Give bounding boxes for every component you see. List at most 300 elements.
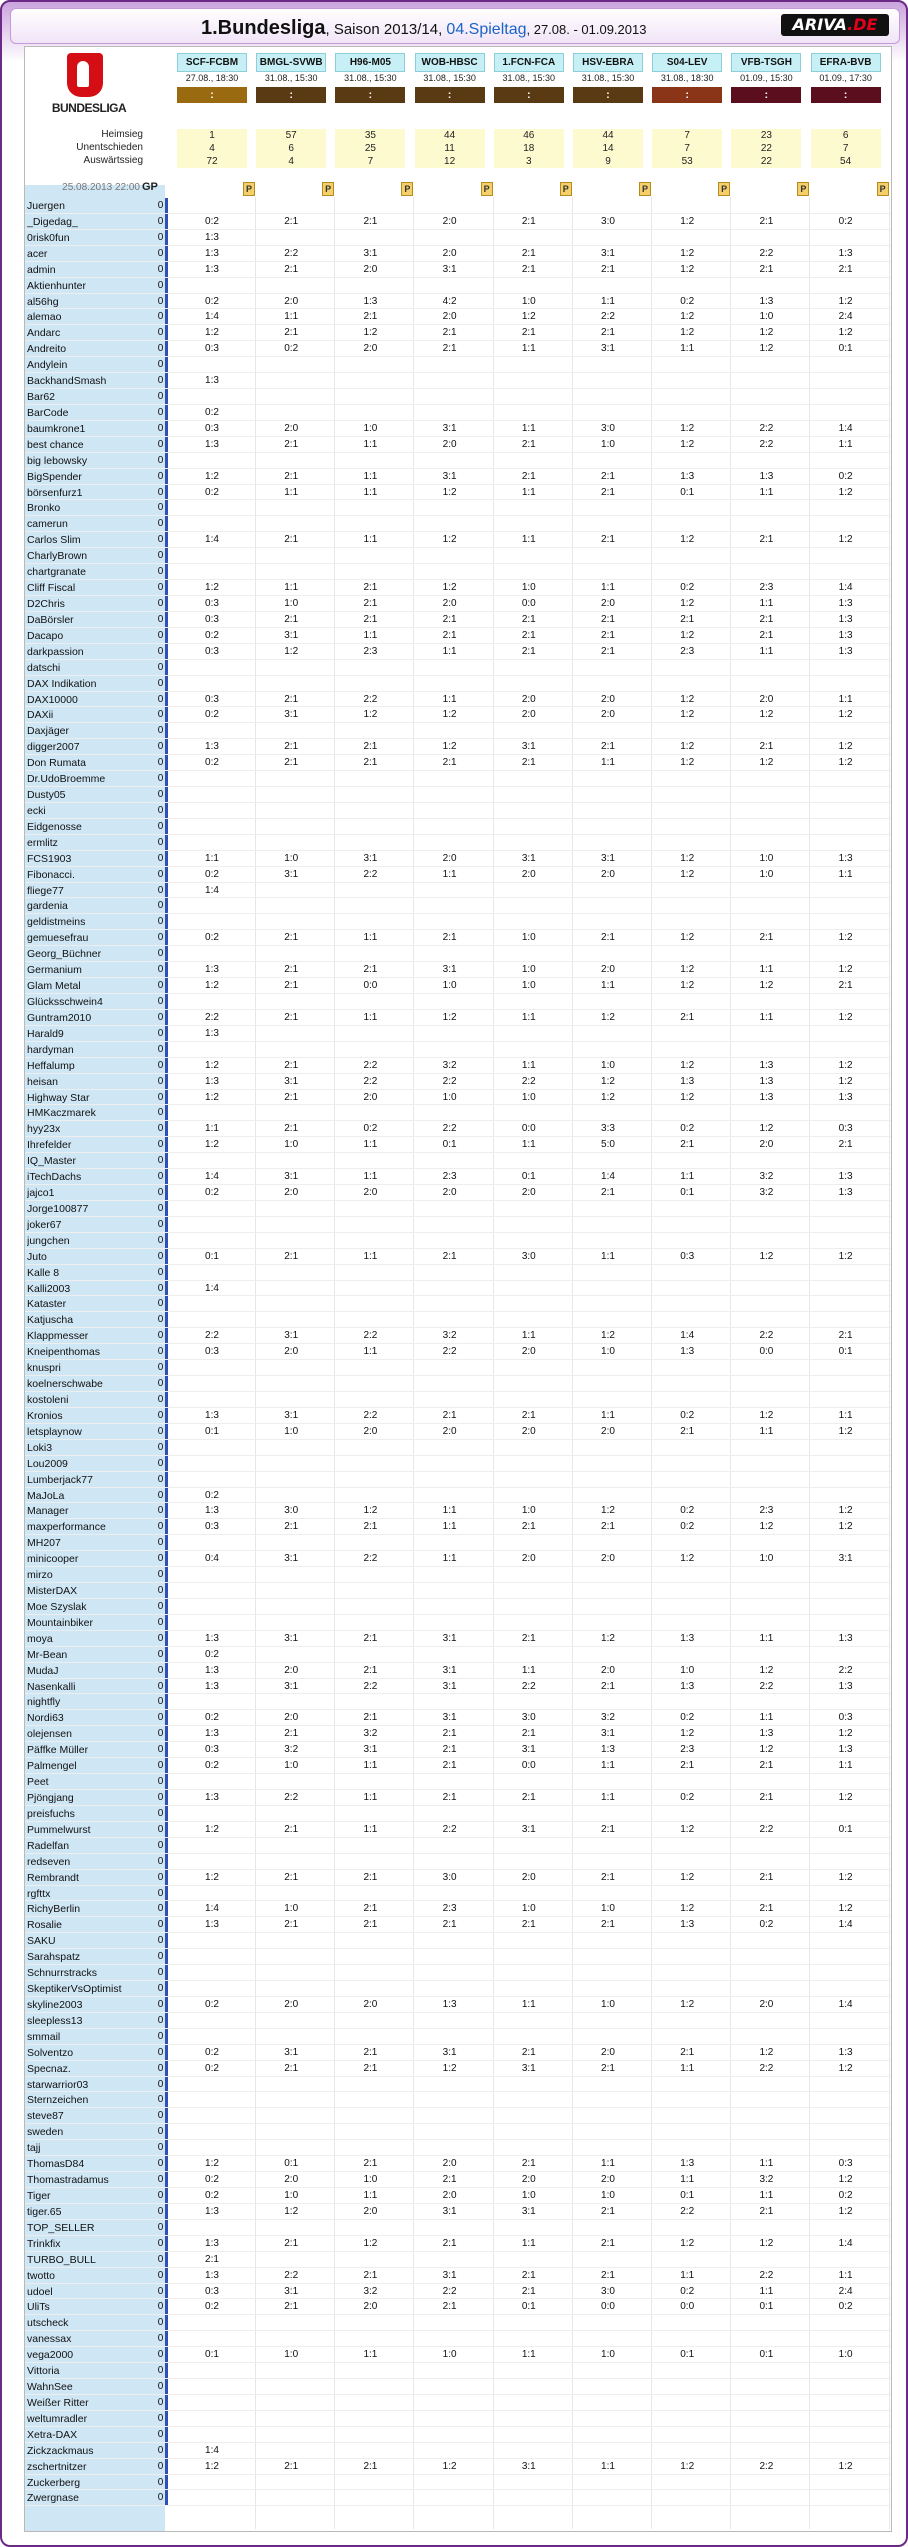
tip-cell: 2:2 xyxy=(363,1330,378,1342)
player-name[interactable]: tajj xyxy=(27,2142,41,2155)
player-name[interactable]: smmail xyxy=(27,2030,61,2043)
player-name[interactable]: sweden xyxy=(27,2126,64,2139)
player-name[interactable]: FCS1903 xyxy=(27,852,72,865)
player-name[interactable]: MudaJ xyxy=(27,1664,59,1677)
player-name[interactable]: letsplaynow xyxy=(27,1425,82,1438)
player-name[interactable]: Kataster xyxy=(27,1298,67,1311)
player-gp: 0 xyxy=(157,661,164,673)
player-name[interactable]: Katjuscha xyxy=(27,1314,74,1327)
player-name[interactable]: ThomasD84 xyxy=(27,2158,85,2171)
player-name[interactable]: Dacapo xyxy=(27,629,64,642)
table-row xyxy=(25,1822,891,1838)
gp-separator xyxy=(165,835,168,851)
player-name[interactable]: CharlyBrown xyxy=(27,550,88,563)
tip-cell: 1:0 xyxy=(284,1139,299,1151)
tip-cell: 2:1 xyxy=(601,1823,615,1835)
player-name[interactable]: börsenfurz1 xyxy=(27,486,83,499)
tip-cell: 0:1 xyxy=(521,2301,536,2313)
player-name[interactable]: olejensen xyxy=(27,1728,72,1741)
player-name[interactable]: D2Chris xyxy=(27,598,65,610)
row-divider xyxy=(25,2505,891,2506)
player-name[interactable]: vanessax xyxy=(27,2333,72,2346)
player-name[interactable]: Zwergnase xyxy=(27,2492,79,2505)
tip-cell: 1:3 xyxy=(205,231,219,243)
stat-home: 7 xyxy=(652,129,722,142)
tip-cell: 3:1 xyxy=(284,1553,299,1565)
tip-cell: 1:3 xyxy=(205,741,219,753)
gp-separator xyxy=(165,2077,168,2093)
player-gp: 0 xyxy=(157,375,164,387)
match-code[interactable]: H96-M05 xyxy=(335,53,405,72)
player-gp: 0 xyxy=(157,1951,164,1963)
player-gp: 0 xyxy=(157,1632,164,1644)
player-gp: 0 xyxy=(157,1537,164,1549)
player-name[interactable]: zschertnitzer xyxy=(27,2460,87,2473)
player-name[interactable]: Jorge100877 xyxy=(27,1202,89,1215)
player-name[interactable]: IQ_Master xyxy=(27,1155,77,1168)
tip-cell: 0:0 xyxy=(759,1346,774,1358)
tip-cell: 2:0 xyxy=(363,2205,378,2217)
table-row xyxy=(25,389,891,405)
player-name[interactable]: Dr.UdoBroemme xyxy=(27,773,106,786)
player-name[interactable]: UliTs xyxy=(27,2301,50,2314)
table-row xyxy=(25,2347,891,2363)
table-row xyxy=(25,325,891,341)
player-name[interactable]: ermlitz xyxy=(27,836,58,849)
gp-separator xyxy=(165,1344,168,1360)
tip-cell: 0:0 xyxy=(521,1123,536,1135)
tip-cell: 1:0 xyxy=(521,295,536,307)
tip-cell: 1:0 xyxy=(284,1760,299,1772)
player-name[interactable]: RichyBerlin xyxy=(27,1903,81,1916)
player-name[interactable]: _Digedag_ xyxy=(27,215,78,228)
tip-cell: 1:1 xyxy=(521,422,536,434)
gp-separator xyxy=(165,1090,168,1106)
player-name[interactable]: Bar62 xyxy=(27,391,56,404)
player-name[interactable]: TOP_SELLER xyxy=(27,2221,95,2234)
player-name[interactable]: chartgranate xyxy=(27,566,86,579)
tip-cell: 2:1 xyxy=(680,1760,695,1772)
player-name[interactable]: nightfly xyxy=(27,1696,61,1709)
player-name[interactable]: hardyman xyxy=(27,1043,74,1056)
player-name[interactable]: heisan xyxy=(27,1075,58,1088)
brand-prefix: ARIVA xyxy=(792,15,848,34)
gp-separator xyxy=(165,1121,168,1137)
player-name[interactable]: Thomastradamus xyxy=(27,2174,109,2187)
table-row xyxy=(25,1058,891,1074)
player-gp: 0 xyxy=(157,1792,164,1803)
player-name[interactable]: Sternzeichen xyxy=(27,2094,89,2107)
tip-cell: 1:1 xyxy=(521,343,536,355)
player-name[interactable]: big lebowsky xyxy=(27,454,88,467)
player-name[interactable]: Andarc xyxy=(27,327,61,340)
gp-separator xyxy=(165,2045,168,2061)
player-name[interactable]: Kronios xyxy=(27,1409,63,1422)
player-name[interactable]: Nasenkalli xyxy=(27,1680,76,1693)
player-name[interactable]: BackhandSmash xyxy=(27,375,107,388)
gp-separator xyxy=(165,867,168,883)
tip-cell: 2:1 xyxy=(759,263,774,275)
tip-cell: 2:1 xyxy=(601,486,615,498)
player-name[interactable]: Daxjäger xyxy=(27,725,70,738)
tip-cell: 2:1 xyxy=(442,757,457,769)
match-code[interactable]: S04-LEV xyxy=(652,53,722,72)
table-row xyxy=(25,1933,891,1949)
player-name[interactable]: BigSpender xyxy=(27,470,82,483)
tip-cell: 1:1 xyxy=(363,438,378,450)
player-name[interactable]: Georg_Büchner xyxy=(27,948,102,961)
player-gp: 0 xyxy=(157,2094,164,2106)
table-row xyxy=(25,2013,891,2029)
player-name[interactable]: Tiger xyxy=(27,2190,51,2202)
tip-cell: 3:1 xyxy=(284,1680,299,1692)
player-name[interactable]: DAX10000 xyxy=(27,693,78,706)
player-name[interactable]: sleepless13 xyxy=(27,2014,83,2027)
player-name[interactable]: Lou2009 xyxy=(27,1457,68,1470)
player-name[interactable]: Palmengel xyxy=(27,1760,77,1773)
player-gp: 0 xyxy=(157,1107,164,1119)
player-name[interactable]: skyline2003 xyxy=(27,1998,83,2011)
tip-cell: 1:0 xyxy=(442,1091,457,1103)
player-name[interactable]: baumkrone1 xyxy=(27,422,86,435)
match-column-header xyxy=(811,53,881,103)
player-name[interactable]: Rosalie xyxy=(27,1919,63,1932)
player-name[interactable]: Fibonacci. xyxy=(27,868,75,881)
player-name[interactable]: minicooper xyxy=(27,1553,79,1566)
table-row xyxy=(25,1965,891,1981)
match-code[interactable]: SCF-FCBM xyxy=(177,53,247,72)
player-name[interactable]: Germanium xyxy=(27,964,82,977)
player-name[interactable]: admin xyxy=(27,263,56,276)
tip-cell: 2:1 xyxy=(601,2062,615,2074)
player-name[interactable]: Cliff Fiscal xyxy=(27,582,76,595)
player-name[interactable]: DAXii xyxy=(27,709,54,722)
tip-cell: 2:1 xyxy=(284,327,299,339)
player-name[interactable]: koelnerschwabe xyxy=(27,1378,103,1391)
points-header: P xyxy=(481,182,493,196)
player-name[interactable]: redseven xyxy=(27,1855,71,1868)
player-name[interactable]: Sarahspatz xyxy=(27,1951,81,1964)
player-gp: 0 xyxy=(157,693,164,705)
tip-cell: 3:1 xyxy=(601,1728,615,1740)
tip-cell: 2:1 xyxy=(284,1521,299,1533)
player-gp: 0 xyxy=(157,279,164,291)
player-gp: 0 xyxy=(157,1871,164,1883)
player-name[interactable]: Eidgenosse xyxy=(27,820,82,833)
player-name[interactable]: Mr-Bean xyxy=(27,1648,68,1661)
player-name[interactable]: Aktienhunter xyxy=(27,279,86,292)
table-row xyxy=(25,1631,891,1647)
player-name[interactable]: Andreito xyxy=(27,343,67,356)
match-code[interactable]: HSV-EBRA xyxy=(573,53,643,72)
player-name[interactable]: Bronko xyxy=(27,502,61,515)
tip-cell: 2:0 xyxy=(521,1553,536,1565)
player-name[interactable]: steve87 xyxy=(27,2110,64,2123)
player-gp: 0 xyxy=(157,1139,164,1151)
gp-separator xyxy=(165,1137,168,1153)
player-name[interactable]: ecki xyxy=(27,804,46,817)
player-name[interactable]: fliege77 xyxy=(27,884,64,897)
match-code[interactable]: EFRA-BVB xyxy=(811,53,881,72)
tip-cell: 1:3 xyxy=(205,964,219,976)
player-name[interactable]: SkeptikerVsOptimist xyxy=(27,1983,122,1996)
stat-home: 1 xyxy=(177,129,247,142)
match-code[interactable]: BMGL-SVWB xyxy=(256,53,326,72)
table-row xyxy=(25,1281,891,1297)
player-name[interactable]: best chance xyxy=(27,438,84,451)
gp-separator xyxy=(165,596,168,612)
player-name[interactable]: Specnaz. xyxy=(27,2062,71,2075)
gp-separator xyxy=(165,1806,168,1822)
tip-cell: 3:1 xyxy=(521,852,536,864)
player-name[interactable]: acer xyxy=(27,247,48,260)
matchday-link[interactable]: 04.Spieltag xyxy=(446,21,527,38)
player-name[interactable]: Lumberjack77 xyxy=(27,1473,93,1486)
player-gp: 0 xyxy=(157,1378,164,1390)
tip-cell: 2:3 xyxy=(680,645,695,657)
tip-cell: 3:2 xyxy=(442,1330,457,1342)
tip-cell: 2:0 xyxy=(284,1346,299,1358)
points-header: P xyxy=(639,182,651,196)
player-name[interactable]: Moe Szyslak xyxy=(27,1600,87,1613)
match-code[interactable]: VFB-TSGH xyxy=(731,53,801,72)
player-name[interactable]: knuspri xyxy=(27,1362,61,1375)
player-gp: 0 xyxy=(157,359,164,371)
player-name[interactable]: Juergen xyxy=(27,200,65,212)
tip-cell: 1:1 xyxy=(363,1250,378,1262)
player-name[interactable]: Don Rumata xyxy=(27,757,86,770)
player-gp: 0 xyxy=(157,2285,164,2297)
tip-cell: 0:3 xyxy=(205,2285,219,2297)
tip-cell: 2:1 xyxy=(521,263,536,275)
player-gp: 0 xyxy=(157,295,164,307)
player-gp: 0 xyxy=(157,566,164,578)
player-name[interactable]: BarCode xyxy=(27,406,69,419)
player-name[interactable]: Loki3 xyxy=(27,1441,53,1454)
tip-cell: 1:2 xyxy=(680,1091,695,1103)
player-name[interactable]: Kneipenthomas xyxy=(27,1346,100,1359)
tip-cell: 2:0 xyxy=(521,1871,536,1883)
match-column-header xyxy=(415,53,485,103)
player-name[interactable]: MaJoLa xyxy=(27,1489,65,1502)
player-name[interactable]: Rembrandt xyxy=(27,1871,79,1884)
player-name[interactable]: MisterDAX xyxy=(27,1585,78,1598)
gp-separator xyxy=(165,755,168,771)
tip-cell: 2:1 xyxy=(284,215,299,227)
player-name[interactable]: 0risk0fun xyxy=(27,231,70,244)
tip-cell: 0:0 xyxy=(521,598,536,609)
player-name[interactable]: TURBO_BULL xyxy=(27,2253,96,2266)
table-row xyxy=(25,485,891,501)
player-name[interactable]: Pjöngjang xyxy=(27,1792,74,1804)
player-gp: 0 xyxy=(157,1600,164,1612)
match-code[interactable]: 1.FCN-FCA xyxy=(494,53,564,72)
tip-cell: 1:3 xyxy=(680,1346,695,1358)
tip-cell: 2:0 xyxy=(601,868,615,880)
player-name[interactable]: Andylein xyxy=(27,359,68,372)
table-row xyxy=(25,1838,891,1854)
player-name[interactable]: Xetra-DAX xyxy=(27,2428,78,2441)
player-name[interactable]: Klappmesser xyxy=(27,1330,89,1343)
player-name[interactable]: weltumradler xyxy=(27,2412,88,2425)
stat-away: 3 xyxy=(494,155,564,168)
player-name[interactable]: Juto xyxy=(27,1250,47,1263)
tip-cell: 1:2 xyxy=(205,1823,219,1835)
player-name[interactable]: vega2000 xyxy=(27,2349,74,2362)
table-row xyxy=(25,930,891,946)
player-name[interactable]: DAX Indikation xyxy=(27,677,97,690)
table-row xyxy=(25,2490,891,2506)
player-name[interactable]: Peet xyxy=(27,1776,49,1789)
match-code[interactable]: WOB-HBSC xyxy=(415,53,485,72)
player-name[interactable]: Weißer Ritter xyxy=(27,2396,89,2409)
player-gp: 0 xyxy=(157,2142,164,2154)
tip-cell: 1:2 xyxy=(759,343,774,355)
match-column-header xyxy=(731,53,801,103)
tip-cell: 2:2 xyxy=(442,2285,457,2297)
stat-home: 44 xyxy=(415,129,485,142)
player-name[interactable]: udoel xyxy=(27,2285,53,2298)
tip-cell: 1:2 xyxy=(759,1744,774,1756)
table-row xyxy=(25,1169,891,1185)
player-gp: 0 xyxy=(157,1887,164,1899)
player-name[interactable]: joker67 xyxy=(27,1218,62,1231)
table-row xyxy=(25,644,891,660)
tip-cell: 2:1 xyxy=(601,1187,615,1199)
player-name[interactable]: tiger.65 xyxy=(27,2205,62,2218)
tip-cell: 3:1 xyxy=(363,1744,378,1756)
player-name[interactable]: gemuesefrau xyxy=(27,932,89,945)
player-name[interactable]: rgfttx xyxy=(27,1887,51,1900)
player-gp: 0 xyxy=(157,1998,164,2010)
gp-separator xyxy=(165,803,168,819)
player-name[interactable]: Schnurrstracks xyxy=(27,1967,98,1980)
player-name[interactable]: Guntram2010 xyxy=(27,1011,92,1024)
player-name[interactable]: iTechDachs xyxy=(27,1171,82,1184)
player-name[interactable]: jajco1 xyxy=(27,1187,55,1200)
tip-cell: 2:2 xyxy=(759,247,774,259)
player-name[interactable]: kostoleni xyxy=(27,1394,69,1406)
player-name[interactable]: Solventzo xyxy=(27,2046,74,2059)
player-name[interactable]: al56hg xyxy=(27,295,59,308)
player-name[interactable]: WahnSee xyxy=(27,2381,73,2394)
player-name[interactable]: Harald9 xyxy=(27,1027,64,1040)
tip-cell: 2:1 xyxy=(442,327,457,339)
player-name[interactable]: HMKaczmarek xyxy=(27,1107,96,1120)
tip-cell: 1:1 xyxy=(838,438,853,450)
tip-cell: 2:1 xyxy=(284,438,299,450)
player-name[interactable]: Carlos Slim xyxy=(27,534,81,547)
player-gp: 0 xyxy=(157,1266,164,1278)
tip-cell: 2:0 xyxy=(521,868,536,880)
player-gp: 0 xyxy=(157,1011,164,1023)
tip-cell: 2:1 xyxy=(363,1712,378,1724)
player-name[interactable]: Zuckerberg xyxy=(27,2476,81,2489)
player-name[interactable]: mirzo xyxy=(27,1569,53,1582)
player-name[interactable]: alemao xyxy=(27,311,62,324)
tip-cell: 1:2 xyxy=(759,757,774,769)
tip-cell: 2:3 xyxy=(442,1903,457,1915)
player-name[interactable]: DaBörsler xyxy=(27,613,74,626)
gp-separator xyxy=(165,2475,168,2491)
player-gp: 0 xyxy=(157,534,164,546)
player-gp: 0 xyxy=(157,422,164,434)
player-name[interactable]: geldistmeins xyxy=(27,916,86,929)
player-name[interactable]: preisfuchs xyxy=(27,1807,75,1820)
player-name[interactable]: Heffalump xyxy=(27,1059,75,1072)
table-row xyxy=(25,676,891,692)
player-name[interactable]: Radelfan xyxy=(27,1839,70,1852)
table-row xyxy=(25,1583,891,1599)
tip-cell: 1:3 xyxy=(838,852,853,864)
tip-cell: 1:2 xyxy=(838,741,853,753)
tip-cell: 2:2 xyxy=(680,2205,695,2217)
player-name[interactable]: digger2007 xyxy=(27,741,80,754)
player-name[interactable]: camerun xyxy=(27,518,68,531)
ariva-logo[interactable] xyxy=(781,14,889,36)
player-name[interactable]: Glam Metal xyxy=(27,980,81,993)
tip-cell: 0:1 xyxy=(680,2349,695,2361)
player-name[interactable]: gardenia xyxy=(27,900,68,913)
player-name[interactable]: Vittoria xyxy=(27,2365,60,2378)
player-name[interactable]: jungchen xyxy=(27,1234,70,1247)
player-gp: 0 xyxy=(157,1330,164,1342)
tip-cell: 1:0 xyxy=(363,2174,378,2186)
player-name[interactable]: moya xyxy=(27,1632,53,1645)
tip-cell: 2:1 xyxy=(363,1664,378,1676)
player-name[interactable]: datschi xyxy=(27,661,61,674)
player-name[interactable]: Highway Star xyxy=(27,1091,90,1104)
player-name[interactable]: Mountainbiker xyxy=(27,1616,93,1629)
gp-separator xyxy=(165,1631,168,1647)
player-gp: 0 xyxy=(157,454,164,466)
player-name[interactable]: twotto xyxy=(27,2269,56,2282)
tip-cell: 2:0 xyxy=(363,1998,378,2010)
tip-cell: 1:2 xyxy=(205,1091,219,1103)
tip-cell: 0:3 xyxy=(205,1744,219,1756)
player-gp: 0 xyxy=(157,2030,164,2042)
gp-separator xyxy=(165,357,168,373)
player-name[interactable]: Kalli2003 xyxy=(27,1282,71,1295)
player-name[interactable]: SAKU xyxy=(27,1935,56,1948)
player-name[interactable]: Pummelwurst xyxy=(27,1823,91,1836)
player-name[interactable]: Kalle 8 xyxy=(27,1266,60,1279)
player-name[interactable]: Glücksschwein4 xyxy=(27,996,103,1008)
tip-cell: 2:1 xyxy=(601,629,615,641)
tip-cell: 0:2 xyxy=(205,215,219,227)
player-name[interactable]: Zickzackmaus xyxy=(27,2444,94,2457)
player-name[interactable]: Manager xyxy=(27,1505,69,1518)
player-name[interactable]: maxperformance xyxy=(27,1521,106,1534)
tip-cell: 2:0 xyxy=(521,1346,536,1358)
player-name[interactable]: darkpassion xyxy=(27,645,84,658)
player-name[interactable]: starwarrior03 xyxy=(27,2078,89,2091)
player-name[interactable]: Trinkfix xyxy=(27,2237,61,2250)
table-row xyxy=(25,867,891,883)
player-name[interactable]: utscheck xyxy=(27,2317,69,2330)
player-name[interactable]: Nordi63 xyxy=(27,1712,64,1725)
tip-cell: 1:0 xyxy=(601,1346,615,1358)
player-gp: 0 xyxy=(157,1903,164,1915)
player-name[interactable]: MH207 xyxy=(27,1537,61,1550)
player-name[interactable]: Dusty05 xyxy=(27,789,66,802)
player-name[interactable]: hyy23x xyxy=(27,1123,61,1136)
player-name[interactable]: Ihrefelder xyxy=(27,1139,72,1152)
player-name[interactable]: Päffke Müller xyxy=(27,1744,89,1757)
tip-cell: 1:1 xyxy=(442,1505,457,1517)
table-row xyxy=(25,357,891,373)
tip-cell: 2:1 xyxy=(521,2285,536,2297)
